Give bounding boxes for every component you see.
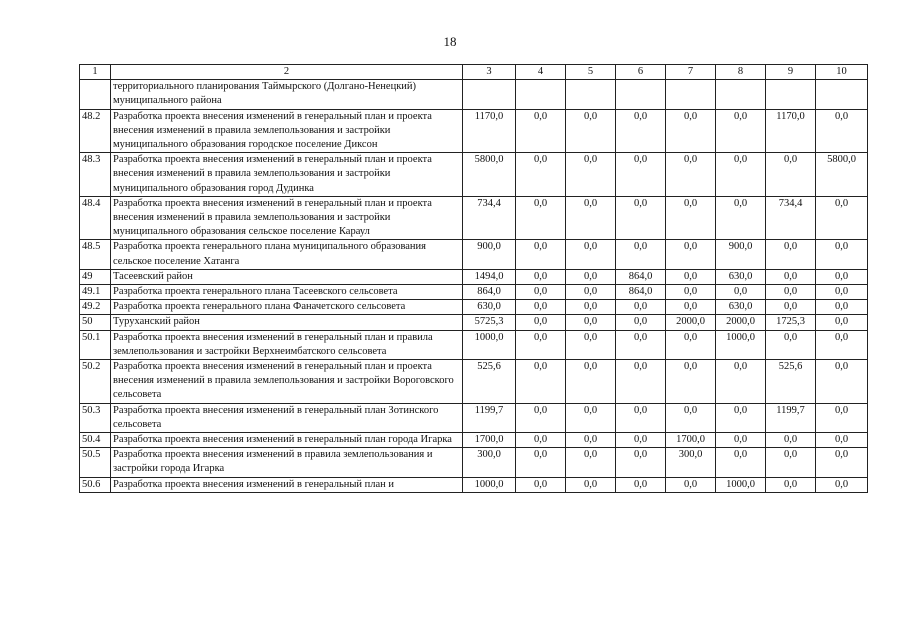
- budget-table: [79, 64, 868, 493]
- column-header: 9: [766, 65, 816, 80]
- total-amount-cell: 1700,0: [463, 433, 516, 448]
- amount-cell: 0,0: [816, 360, 868, 404]
- description-cell: Разработка проекта генерального плана Тасеевского сельсовета: [111, 285, 463, 300]
- row-number-cell: 49.1: [80, 285, 111, 300]
- amount-cell: 0,0: [666, 269, 716, 284]
- amount-cell: 734,4: [766, 196, 816, 240]
- amount-cell: 1170,0: [766, 109, 816, 153]
- table-row: [80, 360, 868, 404]
- amount-cell: 0,0: [566, 269, 616, 284]
- amount-cell: 0,0: [816, 196, 868, 240]
- amount-cell: 0,0: [666, 240, 716, 269]
- column-header: 7: [666, 65, 716, 80]
- total-amount-cell: 300,0: [463, 448, 516, 477]
- description-cell: Разработка проекта генерального плана Фаначетского сельсовета: [111, 300, 463, 315]
- column-number-row: [80, 65, 868, 80]
- amount-cell: 630,0: [716, 300, 766, 315]
- amount-cell: 0,0: [816, 240, 868, 269]
- amount-cell: 1700,0: [666, 433, 716, 448]
- amount-cell: 0,0: [666, 477, 716, 492]
- amount-cell: 0,0: [766, 285, 816, 300]
- amount-cell: 0,0: [516, 330, 566, 359]
- row-number-cell: 49: [80, 269, 111, 284]
- amount-cell: 0,0: [616, 448, 666, 477]
- total-amount-cell: 525,6: [463, 360, 516, 404]
- amount-cell: 0,0: [516, 403, 566, 432]
- amount-cell: 0,0: [516, 360, 566, 404]
- row-number-cell: 48.4: [80, 196, 111, 240]
- amount-cell: 0,0: [666, 360, 716, 404]
- table-row: [80, 109, 868, 153]
- amount-cell: 0,0: [766, 330, 816, 359]
- amount-cell: 0,0: [816, 269, 868, 284]
- amount-cell: 0,0: [516, 240, 566, 269]
- table-row: [80, 448, 868, 477]
- amount-cell: 0,0: [666, 300, 716, 315]
- column-header: 2: [111, 65, 463, 80]
- amount-cell: 0,0: [816, 300, 868, 315]
- amount-cell: 0,0: [666, 153, 716, 197]
- amount-cell: 0,0: [566, 109, 616, 153]
- amount-cell: [566, 80, 616, 109]
- row-number-cell: 48.3: [80, 153, 111, 197]
- amount-cell: [766, 80, 816, 109]
- row-number-cell: 50.1: [80, 330, 111, 359]
- total-amount-cell: 1494,0: [463, 269, 516, 284]
- amount-cell: 0,0: [716, 433, 766, 448]
- row-number-cell: 50.2: [80, 360, 111, 404]
- amount-cell: 0,0: [516, 433, 566, 448]
- row-number-cell: [80, 80, 111, 109]
- row-number-cell: 49.2: [80, 300, 111, 315]
- total-amount-cell: 1199,7: [463, 403, 516, 432]
- amount-cell: [716, 80, 766, 109]
- amount-cell: 0,0: [516, 285, 566, 300]
- amount-cell: 0,0: [566, 360, 616, 404]
- amount-cell: 0,0: [666, 109, 716, 153]
- amount-cell: 0,0: [816, 448, 868, 477]
- amount-cell: 2000,0: [666, 315, 716, 330]
- amount-cell: 0,0: [766, 477, 816, 492]
- amount-cell: 0,0: [516, 109, 566, 153]
- amount-cell: [666, 80, 716, 109]
- amount-cell: 0,0: [816, 433, 868, 448]
- amount-cell: 525,6: [766, 360, 816, 404]
- description-cell: Разработка проекта внесения изменений в генеральный план города Игарка: [111, 433, 463, 448]
- amount-cell: 1725,3: [766, 315, 816, 330]
- amount-cell: 0,0: [816, 477, 868, 492]
- amount-cell: 0,0: [816, 315, 868, 330]
- amount-cell: 0,0: [666, 285, 716, 300]
- amount-cell: 0,0: [616, 196, 666, 240]
- amount-cell: 0,0: [766, 153, 816, 197]
- row-number-cell: 48.5: [80, 240, 111, 269]
- amount-cell: 0,0: [616, 109, 666, 153]
- table-row: [80, 403, 868, 432]
- amount-cell: 0,0: [716, 285, 766, 300]
- amount-cell: 0,0: [566, 153, 616, 197]
- column-header: 5: [566, 65, 616, 80]
- page-number: 18: [443, 34, 457, 49]
- description-cell: Разработка проекта внесения изменений в генеральный план и: [111, 477, 463, 492]
- table-row: [80, 80, 868, 109]
- amount-cell: 0,0: [566, 403, 616, 432]
- amount-cell: 0,0: [516, 153, 566, 197]
- amount-cell: 0,0: [566, 285, 616, 300]
- amount-cell: 0,0: [516, 300, 566, 315]
- column-header: 1: [80, 65, 111, 80]
- amount-cell: 900,0: [716, 240, 766, 269]
- amount-cell: 0,0: [616, 477, 666, 492]
- table-row: [80, 240, 868, 269]
- amount-cell: [616, 80, 666, 109]
- amount-cell: 0,0: [666, 330, 716, 359]
- amount-cell: 2000,0: [716, 315, 766, 330]
- table-row: [80, 330, 868, 359]
- row-number-cell: 48.2: [80, 109, 111, 153]
- table-row: [80, 433, 868, 448]
- table-row: [80, 300, 868, 315]
- amount-cell: 0,0: [716, 196, 766, 240]
- description-cell: Разработка проекта генерального плана муниципального образования сельское поселение Хатанга: [111, 240, 463, 269]
- amount-cell: 864,0: [616, 269, 666, 284]
- amount-cell: 0,0: [566, 315, 616, 330]
- total-amount-cell: 5725,3: [463, 315, 516, 330]
- description-cell: Разработка проекта внесения изменений в генеральный план Зотинского сельсовета: [111, 403, 463, 432]
- amount-cell: [516, 80, 566, 109]
- total-amount-cell: 5800,0: [463, 153, 516, 197]
- amount-cell: 0,0: [766, 433, 816, 448]
- amount-cell: 0,0: [716, 403, 766, 432]
- description-cell: Разработка проекта внесения изменений в генеральный план и проекта внесения изменений в правила землепользования и застройки муниципального образования городское поселение Диксон: [111, 109, 463, 153]
- amount-cell: 0,0: [616, 403, 666, 432]
- amount-cell: 0,0: [716, 360, 766, 404]
- row-number-cell: 50.5: [80, 448, 111, 477]
- amount-cell: 0,0: [516, 477, 566, 492]
- amount-cell: 864,0: [616, 285, 666, 300]
- total-amount-cell: [463, 80, 516, 109]
- amount-cell: 0,0: [766, 300, 816, 315]
- row-number-cell: 50.4: [80, 433, 111, 448]
- amount-cell: 0,0: [716, 448, 766, 477]
- amount-cell: 0,0: [766, 448, 816, 477]
- amount-cell: 0,0: [616, 360, 666, 404]
- amount-cell: 0,0: [566, 330, 616, 359]
- amount-cell: 0,0: [566, 240, 616, 269]
- amount-cell: 0,0: [566, 448, 616, 477]
- amount-cell: 1000,0: [716, 330, 766, 359]
- amount-cell: 0,0: [716, 153, 766, 197]
- amount-cell: 0,0: [616, 330, 666, 359]
- amount-cell: 0,0: [616, 153, 666, 197]
- column-header: 6: [616, 65, 666, 80]
- table-row: [80, 269, 868, 284]
- amount-cell: 0,0: [766, 240, 816, 269]
- total-amount-cell: 1000,0: [463, 330, 516, 359]
- total-amount-cell: 1000,0: [463, 477, 516, 492]
- column-header: 3: [463, 65, 516, 80]
- amount-cell: 1199,7: [766, 403, 816, 432]
- description-cell: территориального планирования Таймырского (Долгано-Ненецкий) муниципального района: [111, 80, 463, 109]
- amount-cell: 5800,0: [816, 153, 868, 197]
- column-header: 10: [816, 65, 868, 80]
- total-amount-cell: 864,0: [463, 285, 516, 300]
- row-number-cell: 50.3: [80, 403, 111, 432]
- column-header: 4: [516, 65, 566, 80]
- amount-cell: 0,0: [516, 196, 566, 240]
- table-row: [80, 315, 868, 330]
- amount-cell: 1000,0: [716, 477, 766, 492]
- amount-cell: [816, 80, 868, 109]
- amount-cell: 0,0: [816, 109, 868, 153]
- table-row: [80, 285, 868, 300]
- amount-cell: 0,0: [616, 315, 666, 330]
- description-cell: Разработка проекта внесения изменений в генеральный план и правила землепользования и застройки Верхнеимбатского сельсовета: [111, 330, 463, 359]
- amount-cell: 0,0: [616, 433, 666, 448]
- description-cell: Разработка проекта внесения изменений в генеральный план и проекта внесения изменений в правила землепользования и застройки Вороговского сельсовета: [111, 360, 463, 404]
- row-number-cell: 50.6: [80, 477, 111, 492]
- amount-cell: 0,0: [566, 433, 616, 448]
- amount-cell: 0,0: [616, 300, 666, 315]
- amount-cell: 0,0: [816, 285, 868, 300]
- table-row: [80, 477, 868, 492]
- amount-cell: 0,0: [516, 448, 566, 477]
- amount-cell: 0,0: [566, 300, 616, 315]
- amount-cell: 0,0: [616, 240, 666, 269]
- total-amount-cell: 630,0: [463, 300, 516, 315]
- table-body: [80, 65, 868, 493]
- row-number-cell: 50: [80, 315, 111, 330]
- table-row: [80, 196, 868, 240]
- column-header: 8: [716, 65, 766, 80]
- amount-cell: 0,0: [566, 196, 616, 240]
- total-amount-cell: 900,0: [463, 240, 516, 269]
- description-cell: Туруханский район: [111, 315, 463, 330]
- amount-cell: 0,0: [816, 330, 868, 359]
- amount-cell: 0,0: [666, 403, 716, 432]
- description-cell: Разработка проекта внесения изменений в генеральный план и проекта внесения изменений в правила землепользования и застройки муниципального образования город Дудинка: [111, 153, 463, 197]
- amount-cell: 0,0: [516, 315, 566, 330]
- table-row: [80, 153, 868, 197]
- amount-cell: 0,0: [766, 269, 816, 284]
- amount-cell: 0,0: [666, 196, 716, 240]
- total-amount-cell: 734,4: [463, 196, 516, 240]
- amount-cell: 0,0: [566, 477, 616, 492]
- total-amount-cell: 1170,0: [463, 109, 516, 153]
- description-cell: Тасеевский район: [111, 269, 463, 284]
- description-cell: Разработка проекта внесения изменений в правила землепользования и застройки города Игарка: [111, 448, 463, 477]
- amount-cell: 0,0: [516, 269, 566, 284]
- description-cell: Разработка проекта внесения изменений в генеральный план и проекта внесения изменений в правила землепользования и застройки муниципального образования сельское поселение Караул: [111, 196, 463, 240]
- amount-cell: 300,0: [666, 448, 716, 477]
- amount-cell: 0,0: [716, 109, 766, 153]
- amount-cell: 630,0: [716, 269, 766, 284]
- amount-cell: 0,0: [816, 403, 868, 432]
